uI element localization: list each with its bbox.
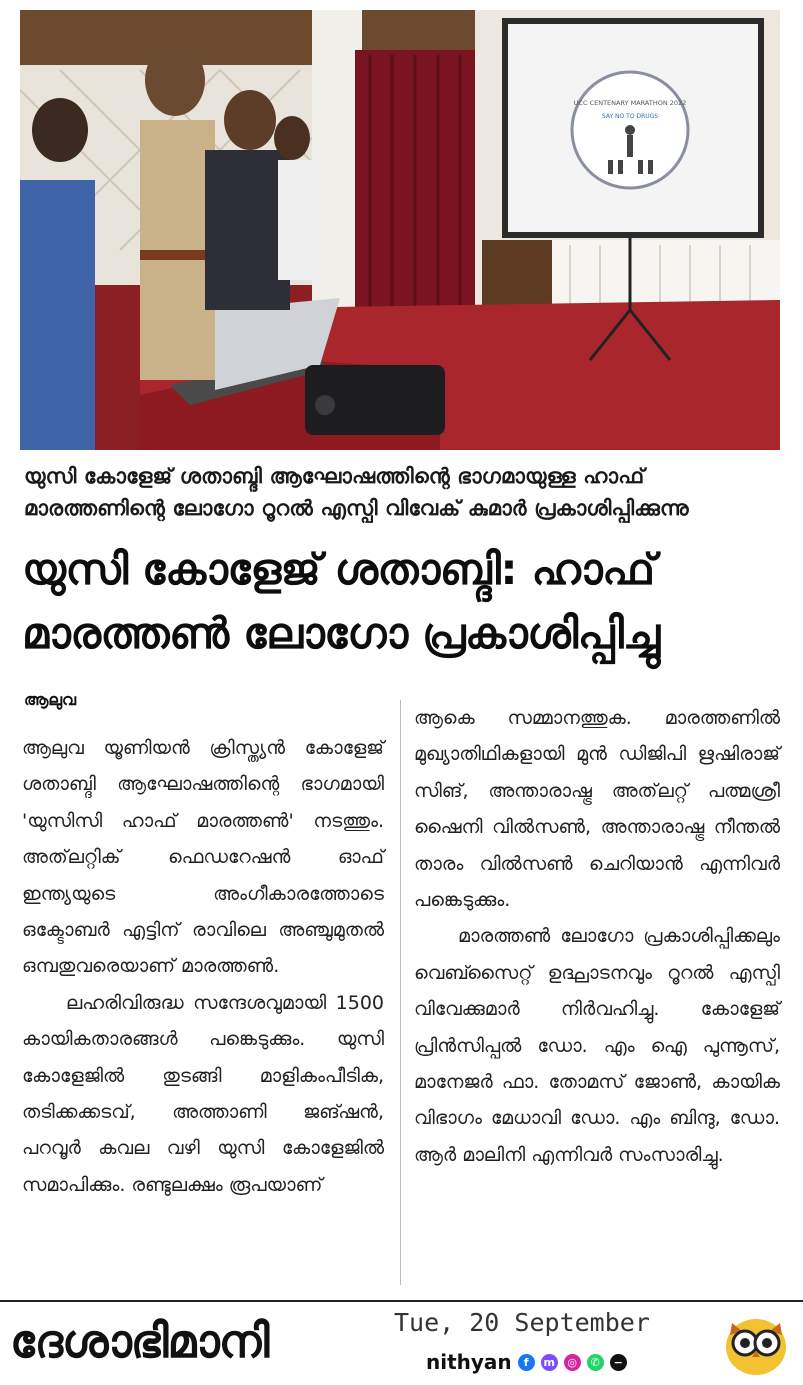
- logo-text-mid: SAY NO TO DRUGS: [601, 113, 659, 120]
- headline-line-2: മാരത്തൺ ലോഗോ പ്രകാശിപ്പിച്ചു: [22, 609, 660, 659]
- headline: [22, 538, 782, 666]
- caption-line-2: മാരത്തണിന്റെ ലോഗോ റൂറൽ എസ്പി വിവേക് കുമാർ പ്രകാശിപ്പിക്കുന്നു: [24, 496, 689, 520]
- footer-divider: [0, 1300, 803, 1302]
- logo-text-top: UCC CENTENARY MARATHON 2022: [573, 99, 687, 107]
- dateline: ആലുവ: [24, 690, 77, 709]
- publication-date: Tue, 20 September: [394, 1308, 650, 1337]
- instagram-icon[interactable]: ◎: [564, 1354, 581, 1371]
- column-divider: [400, 700, 401, 1285]
- facebook-icon[interactable]: f: [518, 1354, 535, 1371]
- body-paragraph: ആലുവ യൂണിയൻ ക്രിസ്ത്യൻ കോളേജ് ശതാബ്ദി ആഘോഷത്തിന്റെ ഭാഗമായി 'യുസിസി ഹാഫ് മാരത്തൺ' നടത്തും. അത്‌ലറ്റിക് ഫെഡറേഷൻ ഓഫ് ഇന്ത്യയുടെ അംഗീകാരത്തോടെ ഒക്ടോബർ എട്ടിന് രാവിലെ അഞ്ചുമുതൽ ഒമ്പതുവരെയാണ് മാരത്തൺ.: [22, 737, 384, 978]
- caption-line-1: യുസി കോളേജ് ശതാബ്ദി ആഘോഷത്തിന്റെ ഭാഗമായുള്ള ഹാഫ്: [24, 464, 645, 488]
- whatsapp-icon[interactable]: ✆: [587, 1354, 604, 1371]
- body-paragraph: മാരത്തൺ ലോഗോ പ്രകാശിപ്പിക്കലും വെബ്സൈറ്റ് ഉദ്ഘാടനവും റൂറൽ എസ്പി വിവേക്കുമാർ നിർവഹിച്ചു. കോളേജ് പ്രിൻസിപ്പൽ ഡോ. എം ഐ പുന്നൂസ്, മാനേജർ ഫാ. തോമസ് ജോൺ, കായിക വിഭാഗം മേധാവി ഡോ. എം ബിന്ദു, ഡോ. ആർ മാലിനി എന്നിവർ സംസാരിച്ചു.: [414, 925, 780, 1166]
- body-paragraph: ലഹരിവിരുദ്ധ സന്ദേശവുമായി 1500 കായികതാരങ്ങൾ പങ്കെടുക്കും. യുസി കോളേജിൽ തുടങ്ങി മാളികംപീടിക, തടിക്കക്കടവ്, അത്താണി ജങ്ഷൻ, പറവൂർ കവല വഴി യുസി കോളേജിൽ സമാപിക്കും. രണ്ടുലക്ഷം രൂപയാണ്: [22, 991, 384, 1196]
- social-handle: [426, 1350, 627, 1374]
- body-column-right: [414, 700, 780, 1173]
- headline-line-1: യുസി കോളേജ് ശതാബ്ദി: ഹാഫ്: [22, 545, 655, 595]
- owl-mascot-icon: [720, 1305, 792, 1381]
- messenger-icon[interactable]: m: [541, 1354, 558, 1371]
- body-paragraph: ആകെ സമ്മാനത്തുക. മാരത്തണിൽ മുഖ്യാതിഥികളായി മുൻ ഡിജിപി ഋഷിരാജ് സിങ്, അന്താരാഷ്ട്ര അത്‌ലറ്റ് പത്മശ്രീ ഷൈനി വിൽസൺ, അന്താരാഷ്ട്ര നീന്തൽ താരം വിൽസൺ ചെറിയാൻ എന്നിവർ പങ്കെടുക്കും.: [414, 707, 780, 912]
- handle-text: nithyan: [426, 1350, 512, 1374]
- masthead: ദേശാഭിമാനി: [10, 1314, 269, 1368]
- photo-caption: [24, 460, 779, 524]
- link-icon[interactable]: −: [610, 1354, 627, 1371]
- body-column-left: [22, 730, 384, 1203]
- news-photo: [20, 10, 780, 450]
